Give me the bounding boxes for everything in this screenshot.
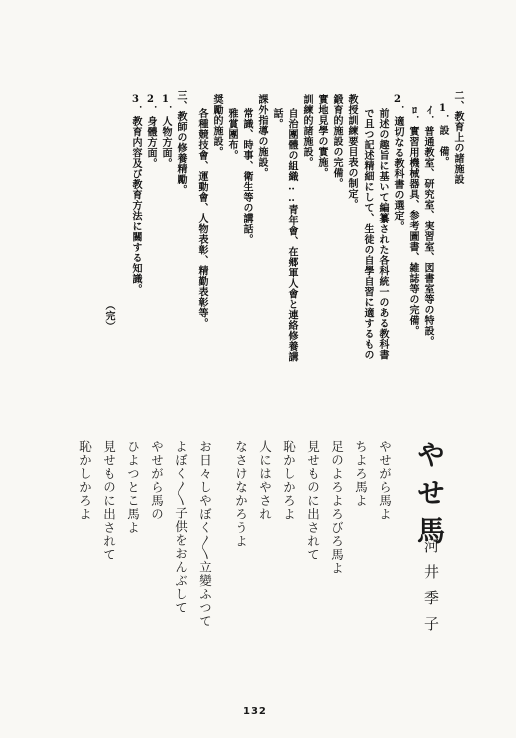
list-item: 課外指導の施設。 [256, 94, 267, 178]
list-item: 實地見學の實施。 [316, 94, 327, 178]
poem-title: やせ馬 [413, 440, 446, 554]
list-item: 常識、時事、衛生等の講話。 [241, 108, 252, 245]
poem-line: よぼく〱子供をおんぶして [173, 440, 189, 615]
list-item: 訓練的諸施設。 [301, 94, 312, 168]
list-item: 前述の趣旨に基いて編纂された各科統一のある教科書 [377, 108, 388, 360]
end-mark: （完） [103, 300, 114, 332]
poem-line: やせがら馬の [149, 440, 165, 521]
poem-line: 人にはやされ [257, 440, 273, 521]
list-item: 1．人物方面。 [160, 94, 171, 169]
list-item: で且つ記述精細にして、生徒の自學自習に適するもの [362, 108, 373, 360]
poem-line: ちよろ馬よ [353, 440, 369, 508]
poem-line: 恥かしかろよ [281, 440, 297, 521]
list-item: 雅賞團布。 [226, 108, 237, 161]
list-item: 2．適切なる教科書の選定。 [392, 94, 403, 232]
page-number: 132 [243, 706, 267, 717]
poem-line: 見せものに出されて [101, 440, 117, 562]
poem-line: 恥かしかろよ [77, 440, 93, 521]
list-item: 教授訓練要目表の制定。 [346, 94, 357, 210]
poem-line: 見せものに出されて [305, 440, 321, 562]
list-item: 各種競技會、運動會、人物表彰、精勤表彰等。 [196, 108, 207, 329]
list-item: 1．設 備。 [437, 103, 448, 167]
poem-line: 足のよろよろびろ馬よ [329, 440, 345, 575]
list-item: 奨勵的施設。 [211, 94, 222, 157]
poem-author: 河井季子 [422, 538, 440, 642]
list-item: ｲ．普通教室、研究室、実習室、図書室等の特設。 [422, 105, 433, 347]
list-item: 3．教育内容及び教育方法に關する知識。 [130, 94, 141, 295]
list-item: 自治團體の組織‥‥青年會、在郷軍人會と連絡修養講 [286, 108, 297, 362]
list-item: 話。 [271, 108, 282, 129]
section-heading: 二、教育上の諸施設 [452, 90, 463, 185]
list-item: 鍛育的施設の完備。 [331, 94, 342, 189]
list-item: ﾛ．實習用機械器具、参考圖書、雑誌等の完備。 [407, 105, 418, 336]
poem-line: なさけなかろうよ [233, 440, 249, 548]
list-item: 2．身體方面。 [145, 94, 156, 169]
poem-line: お日々しやぼく〱立變ふつて [197, 440, 213, 628]
poem-line: やせがら馬よ [377, 440, 393, 521]
section-heading: 三、教師の修養精勵。 [175, 90, 186, 195]
poem-line: ひよつとこ馬よ [125, 440, 141, 535]
